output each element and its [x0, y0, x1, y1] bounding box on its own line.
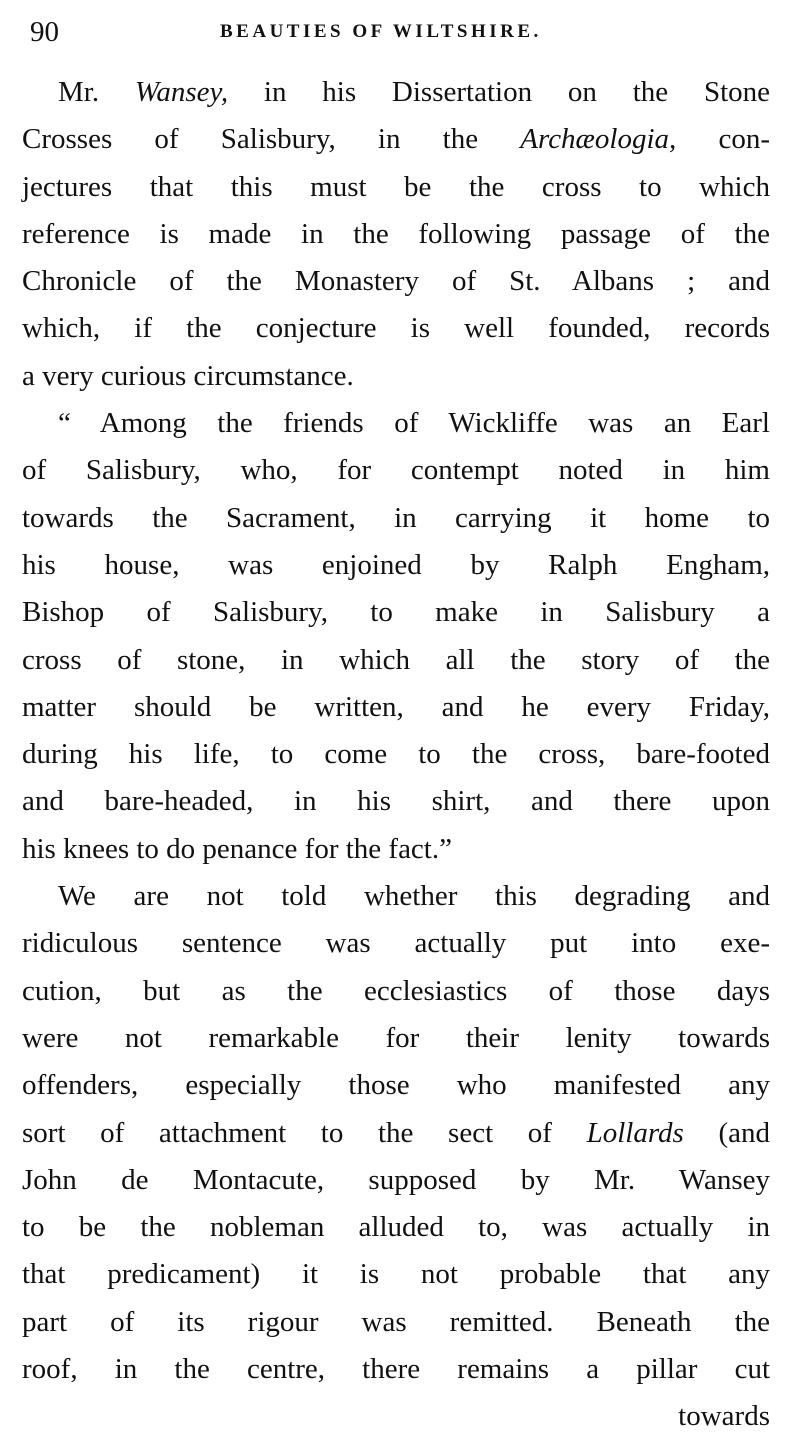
body-text	[22, 69, 770, 1441]
text-line: towards the Sacrament, in carrying it home to	[22, 501, 770, 534]
running-title: BEAUTIES OF WILTSHIRE.	[220, 21, 542, 42]
text-line: Crosses of Salisbury, in the Archæologia, con-	[22, 123, 771, 156]
text-line: roof, in the centre, there remains a pillar cut	[22, 1353, 770, 1386]
text-line: sort of attachment to the sect of Lollards (and	[22, 1116, 770, 1149]
page-number: 90	[30, 16, 59, 48]
catchword: towards	[678, 1400, 770, 1433]
text-line: matter should be written, and he every Friday,	[22, 690, 770, 723]
text-line: were not remarkable for their lenity towards	[22, 1021, 770, 1054]
text-line: offenders, especially those who manifested any	[22, 1069, 770, 1102]
text-line: his knees to do penance for the fact.”	[22, 832, 452, 865]
text-line: Bishop of Salisbury, to make in Salisbury a	[22, 596, 770, 629]
text-line: and bare-headed, in his shirt, and there upon	[22, 785, 770, 818]
text-line: during his life, to come to the cross, bare-footed	[22, 738, 770, 771]
text-line: ridiculous sentence was actually put into exe-	[22, 927, 770, 960]
text-line: his house, was enjoined by Ralph Engham,	[22, 548, 770, 581]
text-line: cution, but as the ecclesiastics of those days	[22, 974, 770, 1007]
text-line: reference is made in the following passage of the	[22, 217, 770, 250]
text-line: “ Among the friends of Wickliffe was an Earl	[58, 407, 770, 440]
text-line: John de Montacute, supposed by Mr. Wansey	[22, 1163, 770, 1196]
page-header	[30, 12, 770, 52]
text-line: Mr. Wansey, in his Dissertation on the Stone	[58, 76, 770, 108]
text-line: a very curious circumstance.	[22, 359, 354, 392]
text-line: that predicament) it is not probable that any	[22, 1258, 770, 1291]
text-line: which, if the conjecture is well founded, records	[22, 312, 770, 345]
text-line: of Salisbury, who, for contempt noted in him	[22, 454, 770, 487]
text-line: cross of stone, in which all the story of the	[22, 643, 770, 676]
text-line: part of its rigour was remitted. Beneath the	[22, 1305, 770, 1338]
text-line: Chronicle of the Monastery of St. Albans ; and	[22, 265, 770, 298]
text-line: to be the nobleman alluded to, was actually in	[22, 1211, 770, 1244]
text-line: We are not told whether this degrading and	[58, 880, 770, 913]
text-line: jectures that this must be the cross to which	[22, 170, 770, 203]
